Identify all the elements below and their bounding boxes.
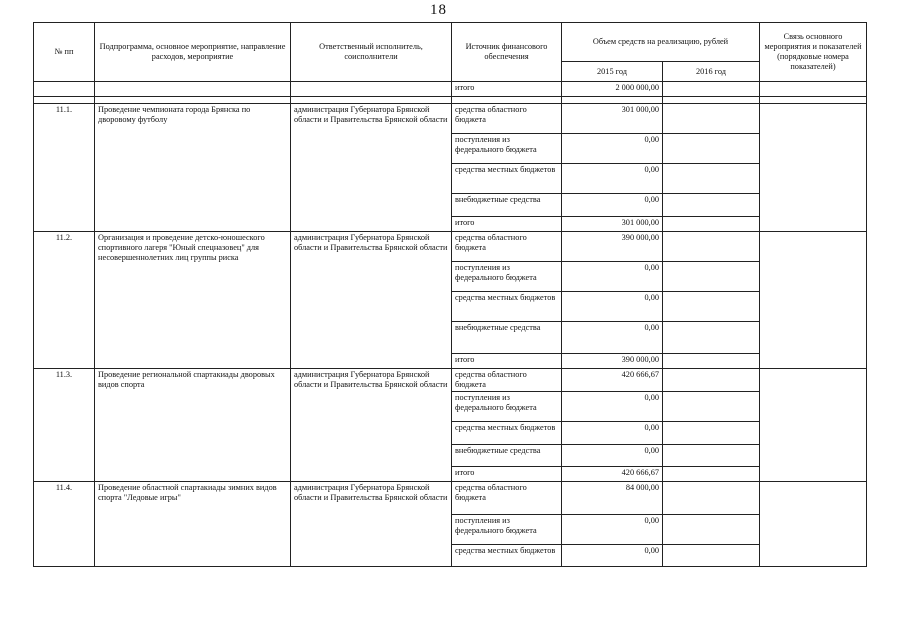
source-amount-2016 — [663, 444, 760, 466]
source-amount-2015: 0,00 — [562, 322, 663, 354]
source-amount-2016 — [663, 232, 760, 262]
source-label: поступления из федерального бюджета — [452, 391, 562, 421]
item-number: 11.2. — [34, 232, 95, 369]
top-total-amount: 2 000 000,00 — [562, 82, 663, 97]
source-amount-2016 — [663, 292, 760, 322]
source-amount-2015: 420 666,67 — [562, 369, 663, 392]
total-label: итого — [452, 466, 562, 481]
source-amount-2016 — [663, 322, 760, 354]
source-label: средства областного бюджета — [452, 232, 562, 262]
total-label: итого — [452, 217, 562, 232]
source-amount-2015: 0,00 — [562, 292, 663, 322]
source-row — [34, 481, 867, 514]
source-label: внебюджетные средства — [452, 322, 562, 354]
source-label: внебюджетные средства — [452, 194, 562, 217]
header-source: Источник финансового обеспечения — [452, 23, 562, 82]
item-link — [760, 104, 867, 232]
header-volume: Объем средств на реализацию, рублей — [562, 23, 760, 62]
source-label: поступления из федерального бюджета — [452, 514, 562, 544]
item-link — [760, 232, 867, 369]
source-amount-2015: 0,00 — [562, 421, 663, 444]
source-label: средства местных бюджетов — [452, 292, 562, 322]
header-num: № пп — [34, 23, 95, 82]
source-amount-2016 — [663, 514, 760, 544]
item-executor: администрация Губернатора Брянской области и Правительства Брянской области — [291, 481, 452, 566]
source-amount-2015: 390 000,00 — [562, 232, 663, 262]
item-executor: администрация Губернатора Брянской области и Правительства Брянской области — [291, 369, 452, 482]
source-amount-2016 — [663, 104, 760, 134]
page-number: 18 — [430, 2, 447, 18]
source-amount-2016 — [663, 369, 760, 392]
source-amount-2015: 0,00 — [562, 391, 663, 421]
total-label: итого — [452, 354, 562, 369]
financing-table — [33, 22, 867, 567]
source-amount-2016 — [663, 421, 760, 444]
item-link — [760, 481, 867, 566]
item-title: Проведение региональной спартакиады дворовых видов спорта — [95, 369, 291, 482]
item-title: Проведение чемпионата города Брянска по дворовому футболу — [95, 104, 291, 232]
header-year-2016: 2016 год — [663, 62, 760, 82]
source-amount-2015: 301 000,00 — [562, 104, 663, 134]
top-total-label: итого — [452, 82, 562, 97]
item-number: 11.1. — [34, 104, 95, 232]
item-title: Организация и проведение детско-юношеского спортивного лагеря "Юный спецназовец" для несовершеннолетних лиц группы риска — [95, 232, 291, 369]
source-amount-2015: 0,00 — [562, 164, 663, 194]
top-total-row — [34, 82, 867, 97]
source-label: внебюджетные средства — [452, 444, 562, 466]
source-amount-2016 — [663, 544, 760, 566]
source-amount-2015: 0,00 — [562, 544, 663, 566]
source-row — [34, 232, 867, 262]
source-label: поступления из федерального бюджета — [452, 262, 562, 292]
source-label: средства местных бюджетов — [452, 164, 562, 194]
source-label: средства областного бюджета — [452, 369, 562, 392]
source-label: поступления из федерального бюджета — [452, 134, 562, 164]
source-row — [34, 369, 867, 392]
item-number: 11.4. — [34, 481, 95, 566]
item-executor: администрация Губернатора Брянской области и Правительства Брянской области — [291, 232, 452, 369]
total-amount: 301 000,00 — [562, 217, 663, 232]
source-amount-2015: 0,00 — [562, 194, 663, 217]
header-subprogram: Подпрограмма, основное мероприятие, направление расходов, мероприятие — [95, 23, 291, 82]
source-amount-2016 — [663, 262, 760, 292]
item-executor: администрация Губернатора Брянской области и Правительства Брянской области — [291, 104, 452, 232]
source-amount-2015: 0,00 — [562, 134, 663, 164]
total-amount: 420 666,67 — [562, 466, 663, 481]
source-label: средства областного бюджета — [452, 104, 562, 134]
total-amount: 390 000,00 — [562, 354, 663, 369]
item-link — [760, 369, 867, 482]
source-amount-2015: 0,00 — [562, 262, 663, 292]
source-amount-2016 — [663, 134, 760, 164]
source-row — [34, 104, 867, 134]
source-label: средства областного бюджета — [452, 481, 562, 514]
source-label: средства местных бюджетов — [452, 421, 562, 444]
source-amount-2015: 0,00 — [562, 514, 663, 544]
source-amount-2015: 0,00 — [562, 444, 663, 466]
source-amount-2015: 84 000,00 — [562, 481, 663, 514]
item-number: 11.3. — [34, 369, 95, 482]
item-title: Проведение областной спартакиады зимних видов спорта "Ледовые игры" — [95, 481, 291, 566]
header-executor: Ответственный исполнитель, соисполнители — [291, 23, 452, 82]
source-amount-2016 — [663, 391, 760, 421]
header-link: Связь основного мероприятия и показателей (порядковые номера показателей) — [760, 23, 867, 82]
source-amount-2016 — [663, 481, 760, 514]
source-amount-2016 — [663, 194, 760, 217]
header-year-2015: 2015 год — [562, 62, 663, 82]
spacer-row — [34, 97, 867, 104]
source-amount-2016 — [663, 164, 760, 194]
source-label: средства местных бюджетов — [452, 544, 562, 566]
